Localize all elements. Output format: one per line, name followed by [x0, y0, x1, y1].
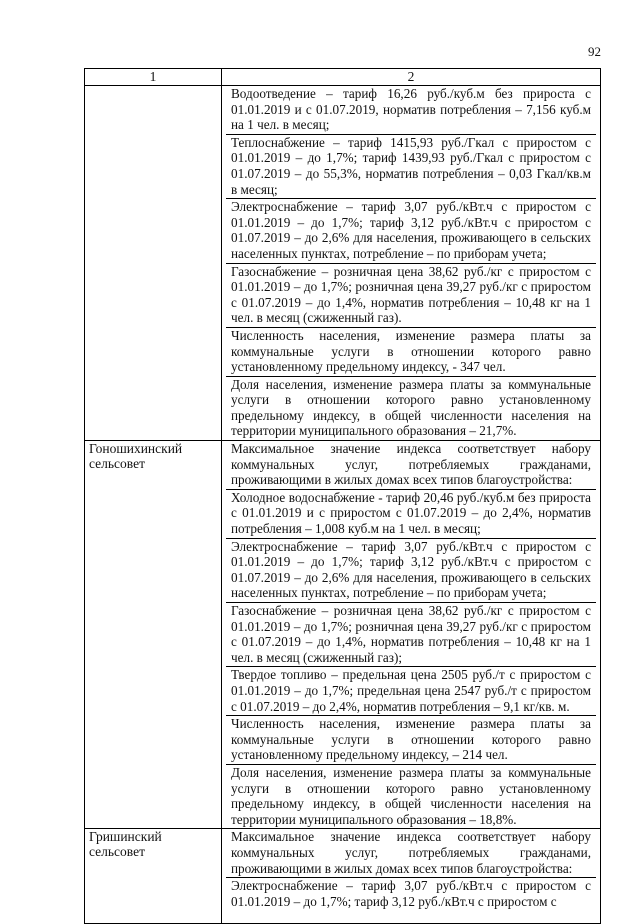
paragraph-gas-supply: Газоснабжение – розничная цена 38,62 руб./кг с приростом с 01.01.2019 – до 1,7%; розничная цена 39,27 руб./кг с приростом с 01.07.2019 – до 1,4%, норматив потребления – 10,48 кг на 1 чел. в месяц (сжиженный газ);: [226, 603, 596, 667]
paragraph-max-index: Максимальное значение индекса соответствует набору коммунальных услуг, потребляемых гражданами, проживающими в жилых домах всех типов благоустройства:: [226, 829, 596, 878]
row-content: [222, 441, 601, 829]
table-row: [85, 86, 601, 441]
table-header-row: [85, 69, 601, 86]
paragraph-population-count: Численность населения, изменение размера платы за коммунальные услуги в отношении которого равно установленному предельному индексу, - 347 чел.: [226, 328, 596, 377]
page-number: 92: [588, 44, 601, 59]
row-content: [222, 829, 601, 924]
paragraph-gas-supply: Газоснабжение – розничная цена 38,62 руб./кг с приростом с 01.01.2019 – до 1,7%; розничная цена 39,27 руб./кг с приростом с 01.07.2019 – до 1,4%, норматив потребления – 10,48 кг на 1 чел. в месяц (сжиженный газ).: [226, 264, 596, 328]
paragraph-population-count: Численность населения, изменение размера платы за коммунальные услуги в отношении которого равно установленному предельному индексу, – 214 чел.: [226, 716, 596, 765]
row-content: [222, 86, 601, 441]
paragraph-cold-water: Холодное водоснабжение - тариф 20,46 руб./куб.м без прироста с 01.01.2019 и с приростом с 01.07.2019 – до 2,4%, норматив потребления – 1,008 куб.м на 1 чел. в месяц;: [226, 490, 596, 539]
paragraph-water-drainage: Водоотведение – тариф 16,26 руб./куб.м без прироста с 01.01.2019 и с 01.07.2019, норматив потребления – 7,156 куб.м на 1 чел. в месяц;: [226, 86, 596, 135]
row-label-gonoshikhinsky: Гоношихинский сельсовет: [85, 441, 222, 829]
row-label-grishinsky: Гришинский сельсовет: [85, 829, 222, 924]
paragraph-max-index: Максимальное значение индекса соответствует набору коммунальных услуг, потребляемых гражданами, проживающими в жилых домах всех типов благоустройства:: [226, 441, 596, 490]
column-header-1: 1: [85, 69, 222, 86]
paragraph-electricity: Электроснабжение – тариф 3,07 руб./кВт.ч с приростом с 01.01.2019 – до 1,7%; тариф 3,12 руб./кВт.ч с приростом с 01.07.2019 – до 2,6% для населения, проживающего в сельских населенных пунктах, потребление – по приборам учета;: [226, 199, 596, 263]
paragraph-heat-supply: Теплоснабжение – тариф 1415,93 руб./Гкал с приростом с 01.01.2019 – до 1,7%; тариф 1439,93 руб./Гкал с приростом с 01.07.2019 – до 55,3%, норматив потребления – 0,03 Гкал/кв.м в месяц;: [226, 135, 596, 199]
table-row: [85, 441, 601, 829]
paragraph-electricity: Электроснабжение – тариф 3,07 руб./кВт.ч с приростом с 01.01.2019 – до 1,7%; тариф 3,12 руб./кВт.ч с приростом с 01.07.2019 – до 2,6% для населения, проживающего в сельских населенных пунктах, потребление – по приборам учета;: [226, 539, 596, 603]
tariff-table: [84, 68, 601, 924]
paragraph-population-share: Доля населения, изменение размера платы за коммунальные услуги в отношении которого равно установленному предельному индексу, в общей численности населения на территории муниципального образования – 18,8%.: [231, 764, 591, 827]
paragraph-population-share: Доля населения, изменение размера платы за коммунальные услуги в отношении которого равно установленному предельному индексу, в общей численности населения на территории муниципального образования – 21,7%.: [231, 376, 591, 439]
column-header-2: 2: [222, 69, 601, 86]
row-label: [85, 86, 222, 441]
table-row: [85, 829, 601, 924]
paragraph-solid-fuel: Твердое топливо – предельная цена 2505 руб./т с приростом с 01.01.2019 – до 1,7%; предельная цена 2547 руб./т с приростом с 01.07.2019 – до 2,4%, норматив потребления – 9,1 кг/кв. м.: [226, 667, 596, 716]
paragraph-electricity: Электроснабжение – тариф 3,07 руб./кВт.ч с приростом с 01.01.2019 – до 1,7%; тариф 3,12 руб./кВт.ч с приростом с: [231, 878, 591, 909]
